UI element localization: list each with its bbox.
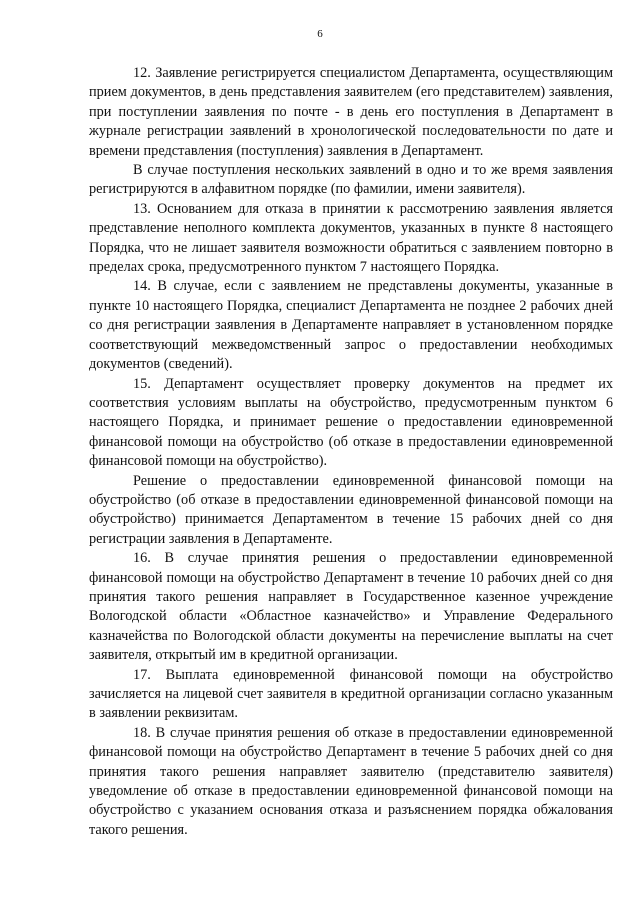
paragraph-13: 13. Основанием для отказа в принятии к рассмотрению заявления является представление неполного комплекта документов, указанных в пункте 8 настоящего Порядка, что не лишает заявителя возможности обратиться с заявлением повторно в пределах срока, предусмотренного пунктом 7 настоящего Порядка. [89, 200, 613, 276]
paragraph-12-multiple-applications: В случае поступления нескольких заявлений в одно и то же время заявления регистрируются в алфавитном порядке (по фамилии, имени заявителя). [89, 162, 613, 198]
page-number: 6 [317, 28, 323, 40]
paragraph-14: 14. В случае, если с заявлением не представлены документы, указанные в пункте 10 настоящего Порядка, специалист Департамента не позднее 2 рабочих дней со дня регистрации заявления в Департаменте направляет в установленном порядке соответствующий межведомственный запрос о предоставлении необходимых документов (сведений). [89, 278, 613, 373]
paragraph-12: 12. Заявление регистрируется специалистом Департамента, осуществляющим прием документов, в день представления заявителем (его представителем) заявления, при поступлении заявления по почте - в день его поступления в Департамент в журнале регистрации заявлений в хронологической последовательности по дате и времени представления (поступления) заявления в Департамент. [89, 65, 613, 159]
paragraph-16: 16. В случае принятия решения о предоставлении единовременной финансовой помощи на обустройство Департамент в течение 10 рабочих дней со дня принятия такого решения направляет в Государственное казенное учреждение Вологодской области «Областное казначейство» и Управление Федерального казначейства по Вологодской области документы на перечисление выплаты на счет заявителя, открытый им в кредитной организации. [89, 550, 613, 664]
paragraph-18: 18. В случае принятия решения об отказе в предоставлении единовременной финансовой помощи на обустройство Департамент в течение 5 рабочих дней со дня принятия такого решения направляет заявителю (представителю заявителя) уведомление об отказе в предоставлении единовременной финансовой помощи на обустройство с указанием основания отказа и разъяснением порядка обжалования такого решения. [89, 724, 613, 838]
document-body [89, 64, 613, 840]
paragraph-15-decision: Решение о предоставлении единовременной финансовой помощи на обустройство (об отказе в предоставлении единовременной финансовой помощи на обустройство) принимается Департаментом в течение 15 рабочих дней со дня регистрации заявления в Департаменте. [89, 472, 613, 547]
paragraph-15: 15. Департамент осуществляет проверку документов на предмет их соответствия условиям выплаты на обустройство, предусмотренным пунктом 6 настоящего Порядка, и принимает решение о предоставлении единовременной финансовой помощи на обустройство (об отказе в предоставлении единовременной финансовой помощи на обустройство). [89, 375, 613, 470]
paragraph-17: 17. Выплата единовременной финансовой помощи на обустройство зачисляется на лицевой счет заявителя в кредитной организации согласно указанным в заявлении реквизитам. [89, 666, 613, 722]
